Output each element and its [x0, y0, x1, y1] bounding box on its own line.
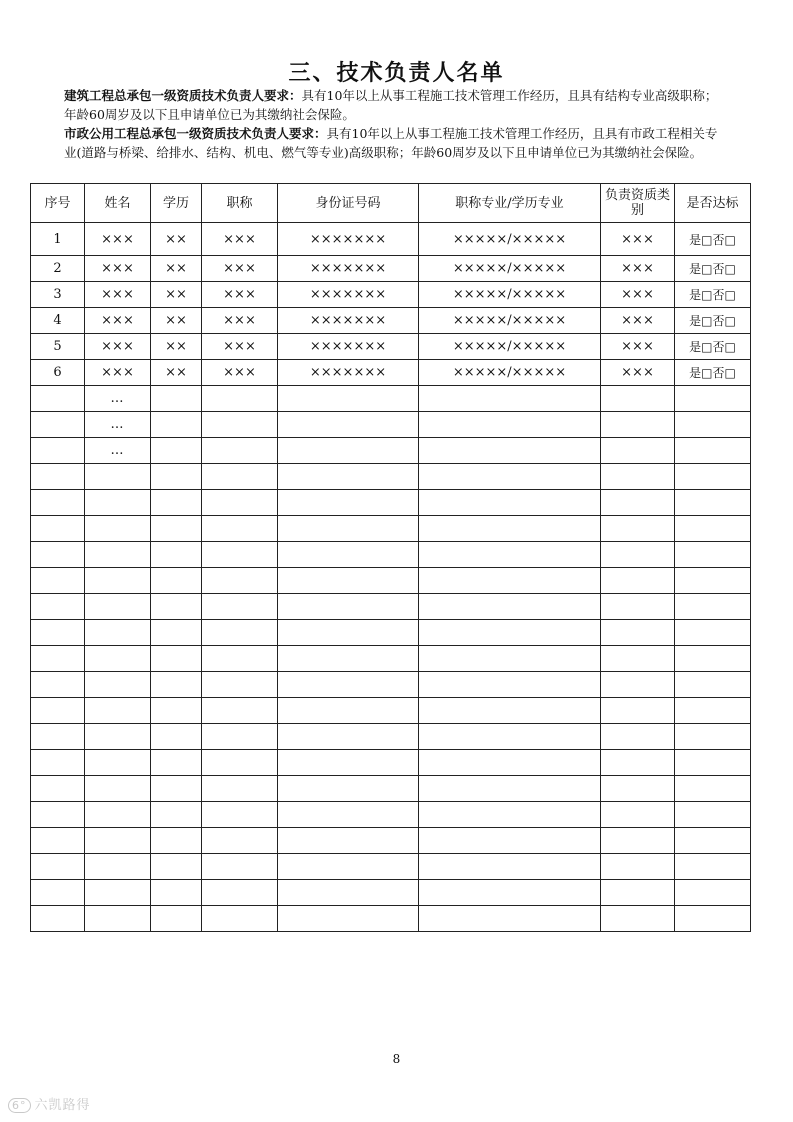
requirement-municipal: [64, 124, 724, 162]
table-cell: ×××: [202, 334, 278, 360]
table-cell: [278, 750, 419, 776]
table-cell: ×××××××: [278, 360, 419, 386]
table-cell: [151, 750, 202, 776]
table-cell: [675, 516, 751, 542]
table-cell: [601, 750, 675, 776]
table-cell: [675, 880, 751, 906]
header-cell: 职称: [202, 184, 278, 223]
table-cell: [85, 594, 151, 620]
table-cell: [85, 828, 151, 854]
compliance-checkbox-cell[interactable]: 是□否□: [675, 223, 751, 256]
table-row: [31, 776, 751, 802]
table-cell: [601, 516, 675, 542]
table-cell: [151, 672, 202, 698]
table-cell: [419, 386, 601, 412]
header-cell: 学历: [151, 184, 202, 223]
table-cell: [675, 620, 751, 646]
table-cell: [278, 490, 419, 516]
table-cell: [151, 906, 202, 932]
table-cell: [85, 750, 151, 776]
table-cell: [85, 542, 151, 568]
table-cell: [675, 854, 751, 880]
table-cell: [85, 464, 151, 490]
table-cell: [419, 646, 601, 672]
table-cell: [85, 672, 151, 698]
table-cell: ××: [151, 256, 202, 282]
table-cell: [31, 568, 85, 594]
table-cell: [151, 646, 202, 672]
header-cell: 序号: [31, 184, 85, 223]
table-cell: [278, 828, 419, 854]
table-cell: [601, 906, 675, 932]
table-row: [31, 464, 751, 490]
table-cell: [278, 620, 419, 646]
table-cell: [601, 386, 675, 412]
table-cell: [31, 828, 85, 854]
table-cell: ××: [151, 282, 202, 308]
table-cell: [419, 828, 601, 854]
table-cell: [202, 646, 278, 672]
table-cell: [419, 594, 601, 620]
table-cell: [31, 750, 85, 776]
table-cell: [31, 620, 85, 646]
table-cell: ×××: [601, 282, 675, 308]
table-cell: [31, 516, 85, 542]
compliance-checkbox-cell[interactable]: 是□否□: [675, 334, 751, 360]
table-cell: [85, 698, 151, 724]
table-cell: [675, 776, 751, 802]
table-cell: ×××: [85, 256, 151, 282]
table-row: [31, 594, 751, 620]
header-cell: 职称专业/学历专业: [419, 184, 601, 223]
table-cell: [675, 802, 751, 828]
table-cell: ×××××××: [278, 223, 419, 256]
table-cell: [85, 906, 151, 932]
header-cell: 姓名: [85, 184, 151, 223]
table-cell: 5: [31, 334, 85, 360]
table-row: [31, 256, 751, 282]
table-cell: ×××××/×××××: [419, 360, 601, 386]
table-cell: [202, 854, 278, 880]
table-cell: [151, 854, 202, 880]
table-row: [31, 620, 751, 646]
table-cell: [151, 542, 202, 568]
table-cell: [278, 516, 419, 542]
table-cell: [31, 906, 85, 932]
table-cell: [278, 464, 419, 490]
table-cell: [278, 906, 419, 932]
table-cell: ×××××××: [278, 282, 419, 308]
table-cell: [419, 854, 601, 880]
table-cell: [419, 620, 601, 646]
table-cell: [675, 412, 751, 438]
compliance-checkbox-cell[interactable]: 是□否□: [675, 308, 751, 334]
table-cell: [31, 776, 85, 802]
table-cell: [202, 438, 278, 464]
table-cell: [85, 646, 151, 672]
table-cell: [202, 750, 278, 776]
table-cell: [419, 516, 601, 542]
table-cell: [419, 776, 601, 802]
table-cell: [419, 906, 601, 932]
table-row: [31, 516, 751, 542]
table-row: [31, 308, 751, 334]
table-cell: [278, 802, 419, 828]
table-cell: [202, 568, 278, 594]
table-cell: [151, 438, 202, 464]
table-cell: [278, 594, 419, 620]
compliance-checkbox-cell[interactable]: 是□否□: [675, 256, 751, 282]
table-row: [31, 542, 751, 568]
table-cell: [675, 568, 751, 594]
table-cell: [151, 880, 202, 906]
table-cell: [85, 568, 151, 594]
table-cell: [202, 724, 278, 750]
table-row: [31, 282, 751, 308]
table-cell: [419, 750, 601, 776]
table-row: [31, 750, 751, 776]
table-cell: [278, 854, 419, 880]
table-cell: ×××××/×××××: [419, 256, 601, 282]
page-number: 8: [392, 1052, 401, 1066]
table-cell: [675, 386, 751, 412]
table-cell: [151, 828, 202, 854]
table-cell: [151, 464, 202, 490]
table-cell: [278, 672, 419, 698]
table-cell: [419, 490, 601, 516]
table-cell: [675, 490, 751, 516]
table-cell: [675, 750, 751, 776]
table-cell: [419, 412, 601, 438]
table-cell: 4: [31, 308, 85, 334]
table-row: [31, 646, 751, 672]
table-cell: 3: [31, 282, 85, 308]
header-cell: 是否达标: [675, 184, 751, 223]
table-cell: [151, 724, 202, 750]
table-cell: [601, 438, 675, 464]
table-cell: ×××: [85, 223, 151, 256]
table-cell: ×××: [601, 308, 675, 334]
table-cell: ×××: [601, 334, 675, 360]
compliance-checkbox-cell[interactable]: 是□否□: [675, 360, 751, 386]
table-cell: [419, 438, 601, 464]
table-row: [31, 438, 751, 464]
table-cell: [202, 516, 278, 542]
table-header-row: [31, 184, 751, 223]
table-cell: ×××: [202, 282, 278, 308]
table-cell: [31, 464, 85, 490]
table-cell: [31, 542, 85, 568]
requirement-label: 建筑工程总承包一级资质技术负责人要求：: [64, 88, 302, 103]
table-cell: ××: [151, 308, 202, 334]
table-cell: [601, 698, 675, 724]
ellipsis-marker: …: [85, 412, 151, 438]
table-cell: ×××××/×××××: [419, 282, 601, 308]
table-cell: ×××: [85, 282, 151, 308]
table-cell: [31, 854, 85, 880]
table-cell: [85, 620, 151, 646]
table-cell: [151, 776, 202, 802]
table-cell: [675, 464, 751, 490]
table-cell: [151, 802, 202, 828]
table-cell: [278, 386, 419, 412]
table-cell: [278, 542, 419, 568]
table-cell: [601, 880, 675, 906]
table-cell: [601, 646, 675, 672]
table-cell: [31, 412, 85, 438]
table-cell: [202, 880, 278, 906]
table-cell: [419, 672, 601, 698]
table-cell: [675, 828, 751, 854]
table-cell: [202, 802, 278, 828]
table-cell: [202, 542, 278, 568]
table-row: [31, 360, 751, 386]
table-cell: [31, 594, 85, 620]
table-row: [31, 223, 751, 256]
table-row: [31, 568, 751, 594]
table-cell: [675, 542, 751, 568]
table-cell: [278, 412, 419, 438]
table-cell: [278, 698, 419, 724]
table-cell: ×××: [85, 308, 151, 334]
table-cell: ×××××××: [278, 256, 419, 282]
table-cell: [31, 438, 85, 464]
table-cell: [419, 724, 601, 750]
table-cell: [419, 880, 601, 906]
requirement-text: 具有10年以上从事工程施工技术管理工作经历，且具有市政工程相关专业(道路与桥梁、给排水、结构、机电、燃气等专业)高级职称；年龄60周岁及以下且申请单位已为其缴纳社会保险。: [64, 126, 718, 160]
page-title: 三、技术负责人名单: [288, 61, 505, 86]
table-cell: [202, 672, 278, 698]
table-cell: ×××××××: [278, 308, 419, 334]
table-cell: ××: [151, 334, 202, 360]
table-cell: [278, 724, 419, 750]
table-row: [31, 386, 751, 412]
table-cell: ×××: [601, 360, 675, 386]
table-cell: [675, 724, 751, 750]
table-row: [31, 880, 751, 906]
table-cell: [85, 724, 151, 750]
table-cell: ×××: [202, 308, 278, 334]
compliance-checkbox-cell[interactable]: 是□否□: [675, 282, 751, 308]
table-cell: [31, 880, 85, 906]
table-cell: [601, 802, 675, 828]
table-cell: [85, 776, 151, 802]
header-cell: 负责资质类别: [601, 184, 675, 223]
table-cell: [85, 802, 151, 828]
table-cell: ××: [151, 223, 202, 256]
table-cell: [202, 594, 278, 620]
table-cell: [601, 490, 675, 516]
table-cell: [601, 412, 675, 438]
table-row: [31, 906, 751, 932]
table-cell: [31, 724, 85, 750]
table-cell: ×××××/×××××: [419, 223, 601, 256]
table-cell: [601, 724, 675, 750]
header-cell: 身份证号码: [278, 184, 419, 223]
table-cell: [202, 386, 278, 412]
table-cell: ×××××/×××××: [419, 334, 601, 360]
table-cell: [202, 776, 278, 802]
requirement-text: 具有10年以上从事工程施工技术管理工作经历，且具有结构专业高级职称；年龄60周岁及以下且申请单位已为其缴纳社会保险。: [64, 88, 718, 122]
table-cell: ×××: [85, 334, 151, 360]
table-cell: ××: [151, 360, 202, 386]
table-cell: [675, 698, 751, 724]
table-cell: [151, 594, 202, 620]
table-cell: [278, 646, 419, 672]
table-cell: [601, 542, 675, 568]
table-cell: ×××: [202, 223, 278, 256]
table-row: [31, 802, 751, 828]
table-cell: [151, 568, 202, 594]
table-cell: [419, 568, 601, 594]
table-row: [31, 828, 751, 854]
table-cell: [601, 568, 675, 594]
table-cell: [675, 906, 751, 932]
table-cell: [202, 412, 278, 438]
table-cell: [151, 698, 202, 724]
table-cell: [85, 516, 151, 542]
table-cell: ×××: [85, 360, 151, 386]
table-cell: [202, 490, 278, 516]
table-cell: [151, 386, 202, 412]
table-cell: [278, 880, 419, 906]
table-cell: [202, 620, 278, 646]
table-cell: [601, 672, 675, 698]
table-cell: [601, 464, 675, 490]
table-row: [31, 854, 751, 880]
ellipsis-marker: …: [85, 438, 151, 464]
table-cell: [202, 828, 278, 854]
table-cell: [202, 464, 278, 490]
table-cell: [278, 438, 419, 464]
table-cell: [85, 854, 151, 880]
table-cell: [419, 698, 601, 724]
table-cell: [601, 776, 675, 802]
table-cell: [31, 646, 85, 672]
table-cell: [419, 802, 601, 828]
table-cell: [675, 646, 751, 672]
watermark: [8, 1094, 91, 1113]
table-cell: [151, 490, 202, 516]
table-row: [31, 724, 751, 750]
table-cell: ×××: [202, 256, 278, 282]
table-cell: [202, 906, 278, 932]
table-cell: [601, 594, 675, 620]
table-cell: [31, 490, 85, 516]
table-cell: [601, 828, 675, 854]
table-cell: [85, 880, 151, 906]
table-cell: [31, 386, 85, 412]
table-cell: [151, 620, 202, 646]
table-row: [31, 334, 751, 360]
table-cell: [151, 412, 202, 438]
technical-leader-table: [30, 183, 751, 932]
table-cell: [278, 568, 419, 594]
table-cell: ×××: [601, 256, 675, 282]
table-row: [31, 490, 751, 516]
table-cell: [675, 672, 751, 698]
watermark-text: 六凯路得: [34, 1098, 91, 1113]
table-cell: 1: [31, 223, 85, 256]
table-cell: [601, 854, 675, 880]
table-row: [31, 672, 751, 698]
table-cell: [675, 594, 751, 620]
ellipsis-marker: …: [85, 386, 151, 412]
table-cell: [419, 542, 601, 568]
table-row: [31, 698, 751, 724]
table-cell: ×××: [601, 223, 675, 256]
table-cell: [202, 698, 278, 724]
table-cell: [419, 464, 601, 490]
table-cell: 2: [31, 256, 85, 282]
table-cell: ×××: [202, 360, 278, 386]
requirement-building: [64, 86, 724, 124]
table-cell: 6: [31, 360, 85, 386]
table-cell: [31, 672, 85, 698]
table-cell: [601, 620, 675, 646]
table-cell: ×××××××: [278, 334, 419, 360]
table-cell: [675, 438, 751, 464]
table-cell: [278, 776, 419, 802]
table-cell: [31, 802, 85, 828]
table-cell: ×××××/×××××: [419, 308, 601, 334]
requirement-label: 市政公用工程总承包一级资质技术负责人要求：: [64, 126, 327, 141]
table-cell: [31, 698, 85, 724]
watermark-logo: 6°: [8, 1098, 31, 1113]
table-cell: [85, 490, 151, 516]
table-row: [31, 412, 751, 438]
table-cell: [151, 516, 202, 542]
